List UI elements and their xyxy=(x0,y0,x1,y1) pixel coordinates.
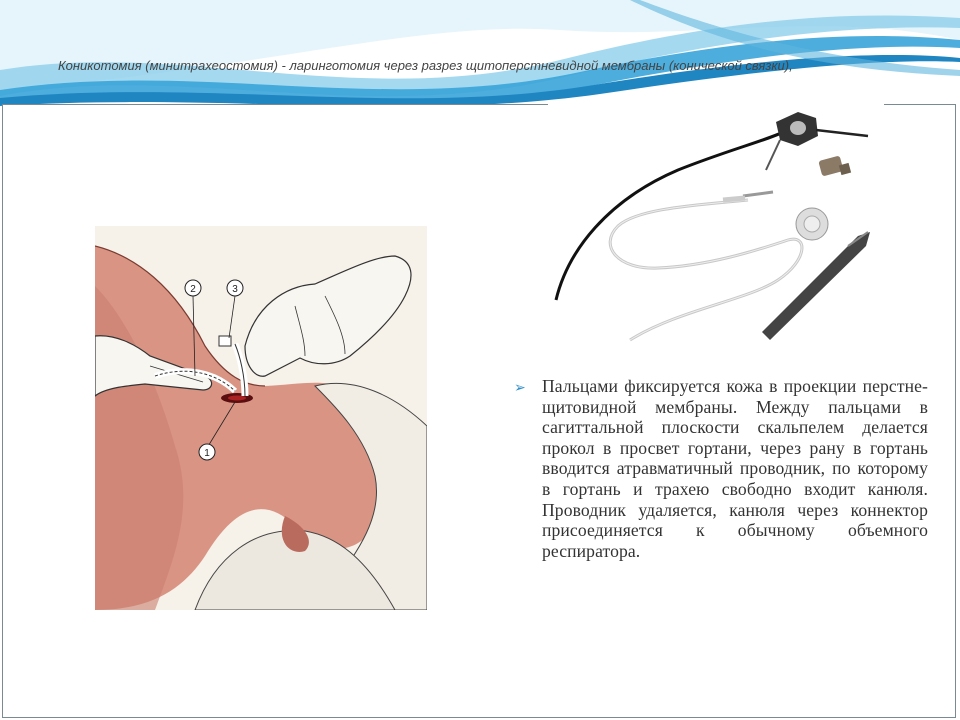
svg-text:3: 3 xyxy=(232,284,238,295)
neck-procedure-drawing xyxy=(95,226,427,610)
slide-title: Коникотомия (минитрахеостомия) - ларинготомия через разрез щитоперстневидной мембраны (конической связки), xyxy=(58,58,793,73)
minitracheostomy-kit-photo xyxy=(548,100,884,346)
description-text: Пальцами фиксируется кожа в проекции перстне-щитовидной мембраны. Между пальцами в сагиттальной плоскости скальпелем делается прокол в просвет гортани, через рану в гортань вводится атравматичный проводник, по которому в гортань и трахею свободно входит канюля. Проводник удаляется, канюля через коннектор присоединяется к обычному объемного респиратора. xyxy=(542,376,928,561)
callout-1 xyxy=(199,444,215,460)
callout-3 xyxy=(227,280,243,296)
callout-2 xyxy=(185,280,201,296)
description-bullet xyxy=(514,376,928,561)
conicotomy-illustration xyxy=(95,226,427,610)
chevron-right-icon: ➢ xyxy=(514,380,526,396)
svg-text:1: 1 xyxy=(204,448,210,459)
svg-text:2: 2 xyxy=(190,284,196,295)
